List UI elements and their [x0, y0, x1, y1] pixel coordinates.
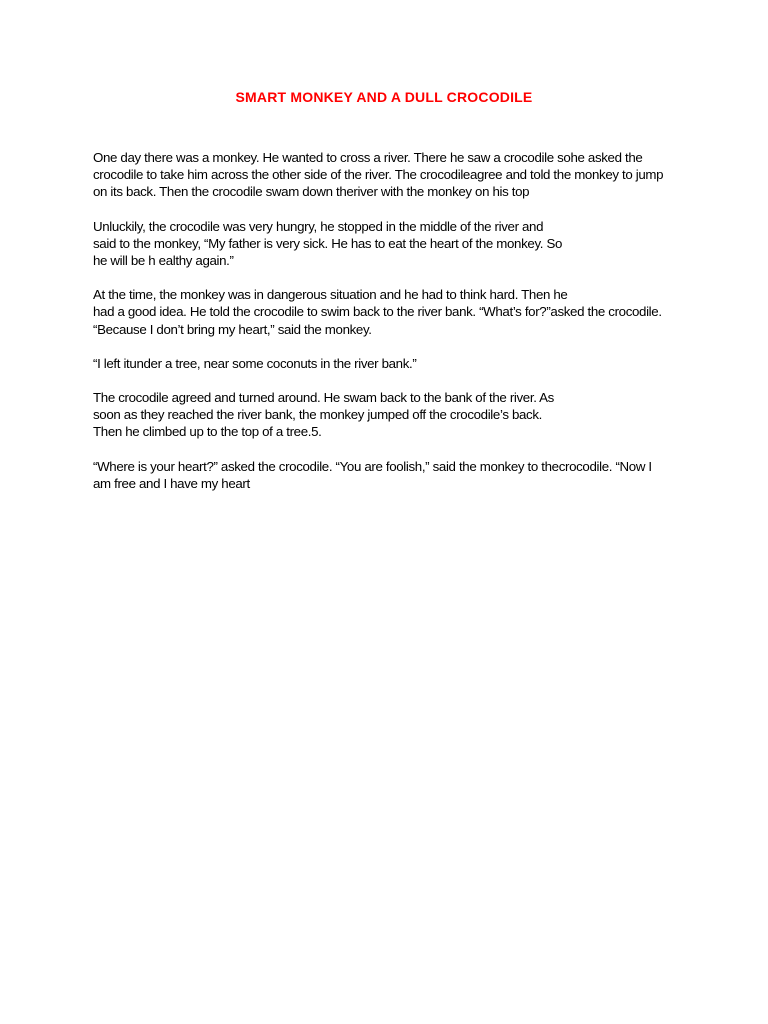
paragraph-2	[93, 218, 693, 270]
text-line: The crocodile agreed and turned around. He swam back to the bank of the river. As	[93, 390, 554, 406]
paragraph-6	[93, 458, 693, 492]
text-line: At the time, the monkey was in dangerous situation and he had to think hard. Then he	[93, 287, 568, 303]
text-line: soon as they reached the river bank, the monkey jumped off the crocodile’s back.	[93, 407, 542, 423]
paragraph-1	[93, 149, 693, 201]
paragraph-3	[93, 286, 693, 338]
text-line: “Where is your heart?” asked the crocodile. “You are foolish,” said the monkey to thecrocodile. “Now I	[93, 458, 652, 474]
text-line: “I left itunder a tree, near some coconuts in the river bank.”	[93, 355, 417, 371]
paragraph-5	[93, 389, 693, 441]
text-line: Then he climbed up to the top of a tree.5.	[93, 424, 322, 440]
text-line: Unluckily, the crocodile was very hungry, he stopped in the middle of the river and	[93, 218, 544, 234]
document-title: SMART MONKEY AND A DULL CROCODILE	[235, 89, 533, 105]
paragraph-4	[93, 355, 693, 372]
text-line: crocodile to take him across the other side of the river. The crocodileagree and told the monkey to jump	[93, 167, 664, 183]
document-body	[93, 149, 693, 509]
text-line: “Because I don’t bring my heart,” said the monkey.	[93, 321, 372, 337]
text-line: he will be h ealthy again.”	[93, 253, 234, 269]
text-line: on its back. Then the crocodile swam down theriver with the monkey on his top	[93, 184, 530, 200]
text-line: One day there was a monkey. He wanted to cross a river. There he saw a crocodile sohe asked the	[93, 150, 643, 165]
text-line: am free and I have my heart	[93, 475, 250, 491]
text-line: had a good idea. He told the crocodile to swim back to the river bank. “What’s for?”asked the crocodile.	[93, 304, 662, 320]
text-line: said to the monkey, “My father is very sick. He has to eat the heart of the monkey. So	[93, 235, 563, 251]
